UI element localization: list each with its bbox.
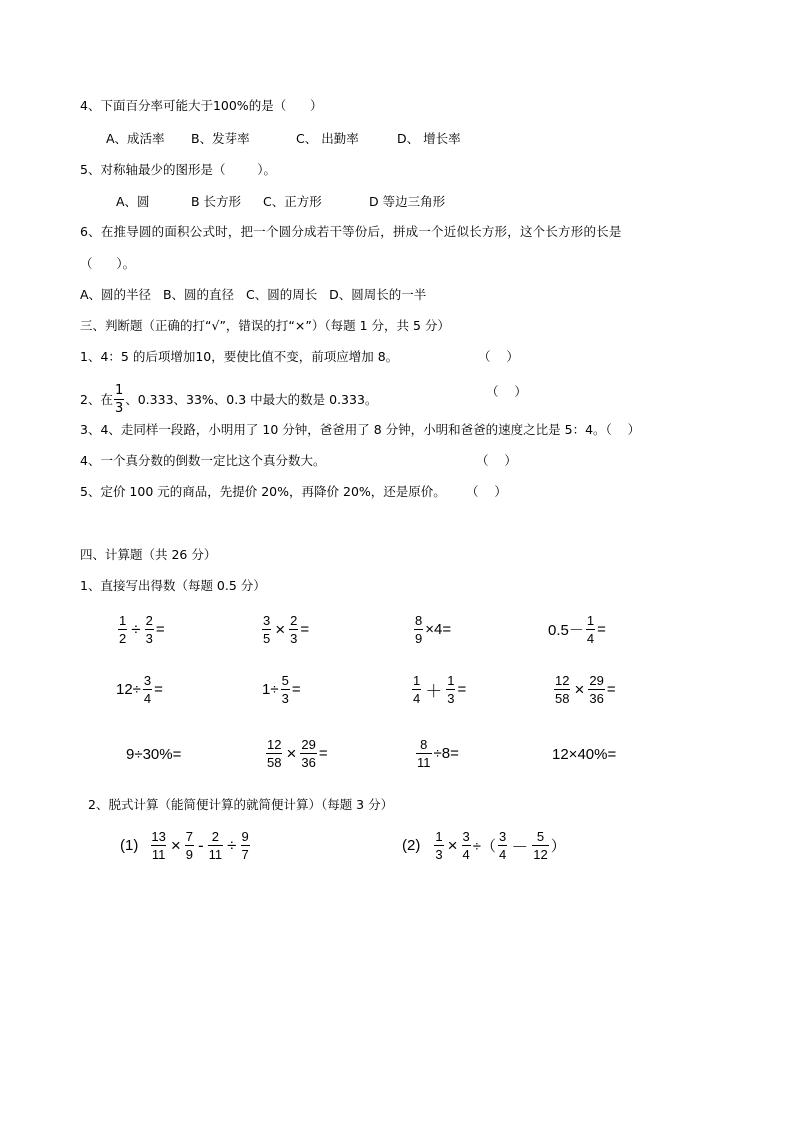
expr-r2-c (410, 674, 466, 705)
denominator: 4 (413, 691, 421, 706)
denominator: 3 (435, 847, 443, 862)
fraction (208, 830, 224, 861)
numerator: 2 (290, 613, 298, 628)
fraction (532, 830, 548, 861)
fraction (462, 830, 471, 861)
fraction (588, 674, 604, 705)
section-4-title: 四、计算题（共 26 分） (80, 547, 217, 562)
fraction (300, 738, 316, 769)
numerator: 1 (413, 673, 421, 688)
denominator: 3 (447, 691, 455, 706)
closing-paren: ） (550, 838, 566, 855)
expr-r1-c (412, 614, 451, 645)
numerator: 13 (151, 829, 166, 844)
operator: × (286, 743, 297, 763)
fraction (289, 614, 298, 645)
expression-text: 9÷30%= (126, 746, 182, 763)
denominator: 11 (151, 847, 166, 862)
fraction (554, 674, 570, 705)
numerator: 3 (143, 673, 152, 688)
problem-1 (120, 830, 252, 861)
expr-r1-d (548, 614, 606, 645)
equals: = (457, 681, 467, 698)
fraction (118, 614, 127, 645)
fraction (150, 830, 166, 861)
q5-option-d: D 等边三角形 (369, 194, 446, 209)
denominator: 11 (417, 755, 431, 770)
q6-options: A、圆的半径 B、圆的直径 C、圆的周长 D、圆周长的一半 (80, 287, 427, 302)
operator: × (170, 835, 181, 855)
denominator: 5 (263, 631, 271, 646)
denominator: 4 (586, 631, 595, 646)
denominator: 3 (145, 631, 153, 646)
denominator: 3 (281, 691, 289, 706)
operator-and-paren: ÷（ (472, 838, 496, 855)
operator: × (574, 679, 585, 699)
expr-r1-b (260, 614, 309, 645)
denominator: 58 (267, 755, 282, 770)
equals: = (154, 681, 163, 698)
judge-item-5-paren: （ ） (466, 484, 507, 499)
expr-r2-d (552, 674, 616, 705)
denominator: 4 (498, 847, 507, 862)
judge-item-4: 4、一个真分数的倒数一定比这个真分数大。 (80, 453, 326, 468)
equals: = (291, 681, 301, 698)
numerator: 3 (263, 613, 271, 628)
numerator: 1 (119, 613, 127, 628)
denominator: 4 (462, 847, 470, 862)
denominator: 12 (533, 847, 548, 862)
judge-item-2 (80, 384, 377, 415)
q5-option-b: B 长方形 (191, 194, 242, 209)
section-3-title: 三、判断题（正确的打“√”，错误的打“×”）（每题 1 分，共 5 分） (80, 318, 450, 333)
fraction (416, 738, 432, 769)
operator: － (511, 838, 529, 857)
operator-and-value: ×4= (425, 621, 452, 638)
question-4-stem: 4、下面百分率可能大于100%的是（ ） (80, 98, 323, 113)
fraction (586, 614, 595, 645)
q5-option-a: A、圆 (116, 194, 150, 209)
judge-item-4-paren: （ ） (476, 453, 517, 468)
judge-item-2-paren: （ ） (486, 384, 527, 399)
judge-item-3: 3、4、走同样一段路，小明用了 10 分钟，爸爸用了 8 分钟，小明和爸爸的速度之比是 5：4。（ ） (80, 422, 641, 437)
numerator: 3 (462, 829, 470, 844)
numerator: 3 (498, 829, 507, 844)
q4-option-d: D、 增长率 (397, 131, 461, 146)
denominator: 2 (119, 631, 127, 646)
expr-r3-d (552, 746, 616, 763)
expr-r2-a (116, 674, 163, 705)
expr-r3-a (126, 746, 181, 763)
numerator: 9 (241, 829, 249, 844)
denominator: 11 (208, 847, 223, 862)
value-and-operator: 0.5－ (548, 622, 584, 639)
numerator: 1 (435, 829, 443, 844)
numerator: 12 (267, 737, 282, 752)
operator: × (447, 835, 458, 855)
denominator: 3 (290, 631, 298, 646)
fraction (241, 830, 250, 861)
equals: = (597, 621, 606, 638)
judge-item-2-prefix: 2、在 (80, 391, 113, 407)
numerator: 1 (586, 613, 595, 628)
denominator: 7 (241, 847, 249, 862)
fraction (434, 830, 443, 861)
fraction (262, 614, 271, 645)
fraction (266, 738, 282, 769)
fraction-denominator: 3 (114, 401, 124, 416)
judge-item-2-rest: 、0.333、33%、0.3 中最大的数是 0.333。 (125, 391, 378, 407)
problem-label: (1) (120, 837, 139, 854)
numerator: 29 (301, 737, 316, 752)
operator-and-value: ÷8= (433, 745, 459, 762)
q4-option-a: A、成活率 (106, 131, 165, 146)
operator: × (275, 619, 286, 639)
judge-item-1-paren: （ ） (478, 349, 519, 364)
fraction (281, 674, 290, 705)
equals: = (300, 621, 310, 638)
fraction-numerator: 1 (114, 383, 124, 398)
numerator: 1 (447, 673, 455, 688)
numerator: 2 (145, 613, 153, 628)
q5-option-c: C、正方形 (263, 194, 322, 209)
numerator: 7 (185, 829, 193, 844)
denominator: 36 (301, 755, 316, 770)
calc-sub-2-title: 2、脱式计算（能简便计算的就简便计算）（每题 3 分） (88, 797, 394, 812)
equals: = (155, 621, 165, 638)
numerator: 2 (211, 829, 220, 844)
operator: - (197, 835, 204, 855)
judge-item-5: 5、定价 100 元的商品，先提价 20%，再降价 20%，还是原价。 (80, 484, 446, 499)
question-6-stem: 6、在推导圆的面积公式时，把一个圆分成若干等份后，拼成一个近似长方形，这个长方形的长是 (80, 224, 622, 239)
q4-option-c: C、 出勤率 (296, 131, 359, 146)
value-and-operator: 12÷ (116, 681, 141, 698)
fraction (143, 674, 152, 705)
operator: ÷ (131, 619, 141, 639)
fraction (185, 830, 194, 861)
fraction (414, 614, 423, 645)
fraction-one-third (114, 384, 124, 415)
expr-r3-b (264, 738, 328, 769)
numerator: 12 (555, 673, 570, 688)
expr-r3-c (414, 738, 459, 769)
fraction (412, 674, 421, 705)
fraction (498, 830, 507, 861)
denominator: 9 (185, 847, 193, 862)
problem-label: (2) (402, 837, 421, 854)
question-5-stem: 5、对称轴最少的图形是（ ）。 (80, 162, 276, 177)
q4-option-b: B、发芽率 (191, 131, 250, 146)
value-and-operator: 1÷ (262, 681, 279, 698)
denominator: 36 (589, 691, 604, 706)
problem-2 (402, 830, 566, 861)
numerator: 5 (536, 829, 545, 844)
denominator: 4 (143, 691, 152, 706)
expr-r1-a (116, 614, 165, 645)
operator: ＋ (425, 682, 443, 701)
denominator: 9 (415, 631, 423, 646)
expr-r2-b (262, 674, 301, 705)
denominator: 58 (555, 691, 570, 706)
equals: = (606, 681, 616, 698)
numerator: 5 (281, 673, 289, 688)
fraction (446, 674, 455, 705)
numerator: 29 (589, 673, 604, 688)
fraction (145, 614, 154, 645)
equals: = (318, 745, 328, 762)
numerator: 8 (415, 613, 423, 628)
operator: ÷ (227, 835, 237, 855)
numerator: 8 (420, 737, 428, 752)
calc-sub-1-title: 1、直接写出得数（每题 0.5 分） (80, 578, 266, 593)
question-6-stem-continued: （ ）。 (80, 256, 136, 271)
judge-item-1: 1、4：5 的后项增加10，要使比值不变，前项应增加 8。 (80, 349, 399, 364)
expression-text: 12×40%= (552, 746, 617, 763)
